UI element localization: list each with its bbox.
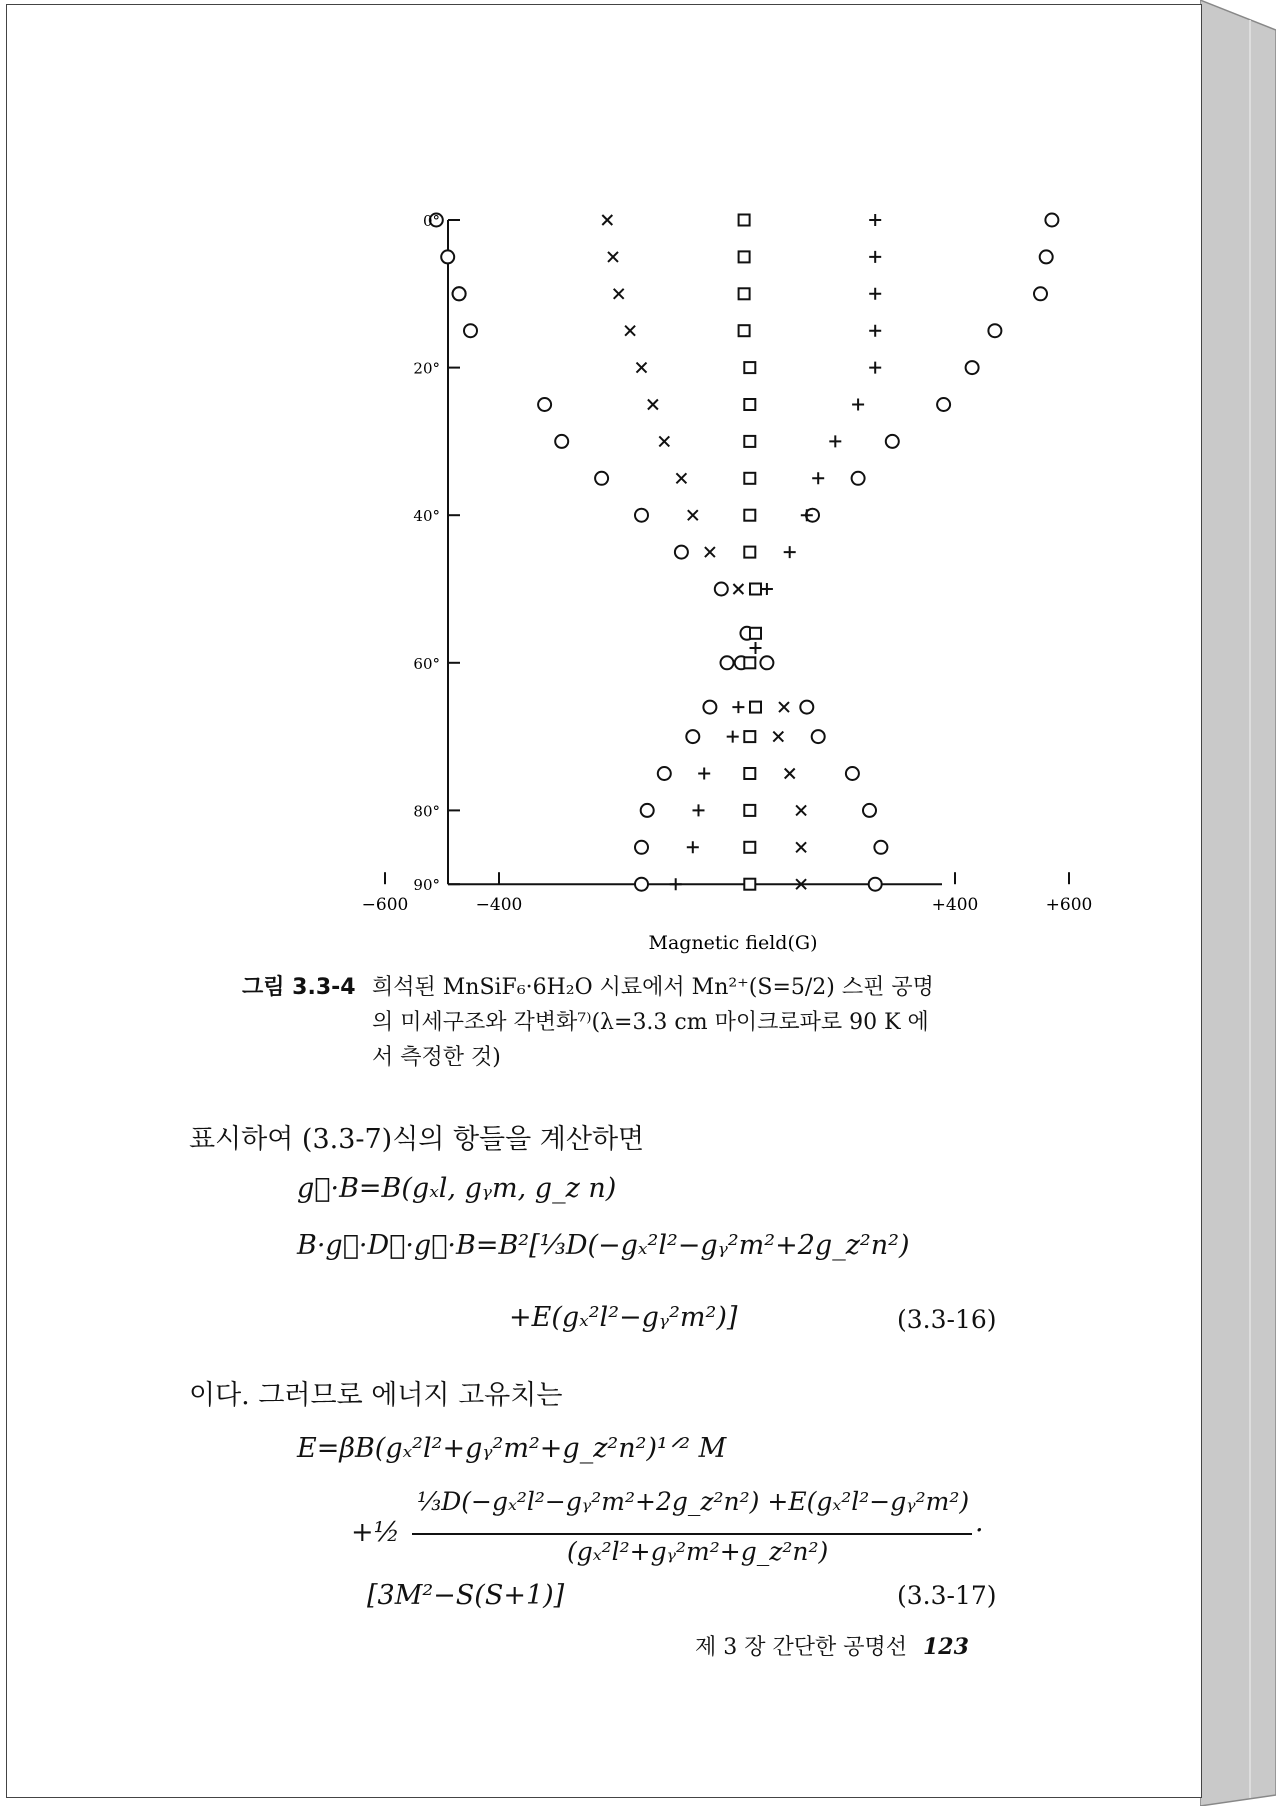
- data-point-plus: [812, 472, 824, 484]
- data-point-square: [750, 628, 761, 639]
- data-point-plus: [693, 804, 705, 816]
- data-point-square: [744, 879, 755, 890]
- data-point-circle: [595, 472, 608, 485]
- chart-axes: [385, 220, 1069, 884]
- data-point-plus: [869, 325, 881, 337]
- data-point-square: [744, 473, 755, 484]
- data-point-square: [744, 510, 755, 521]
- page-number: 123: [923, 1634, 969, 1660]
- data-point-cross: [637, 363, 647, 373]
- data-point-square: [744, 547, 755, 558]
- x-axis-label: Magnetic field(G): [648, 932, 818, 954]
- body-paragraph-2: 이다. 그러므로 에너지 고유치는: [189, 1380, 563, 1411]
- data-point-cross: [676, 473, 686, 483]
- data-point-cross: [733, 584, 743, 594]
- data-point-cross: [608, 252, 618, 262]
- y-tick-label: 40°: [413, 507, 440, 526]
- caption-line-2: 의 미세구조와 각변화⁷⁾(λ=3.3 cm 마이크로파로 90 K 에: [372, 1010, 929, 1035]
- chart-marks: [430, 214, 1059, 891]
- data-point-circle: [715, 583, 728, 596]
- footer-chapter: 제 3 장 간단한 공명선: [695, 1635, 907, 1660]
- x-tick-label: +600: [1045, 895, 1093, 916]
- data-point-plus: [869, 251, 881, 263]
- x-tick-label: −400: [475, 895, 523, 916]
- data-point-square: [744, 362, 755, 373]
- data-point-circle: [852, 472, 865, 485]
- equation-bgdgb: B·g⃡·D⃡·g⃡·B=B²[⅓D(−gₓ²l²−gᵧ²m²+2g_z²n²): [297, 1230, 910, 1261]
- data-point-circle: [863, 804, 876, 817]
- data-point-cross: [648, 400, 658, 410]
- chart-tick-labels: [362, 212, 1093, 915]
- data-point-cross: [614, 289, 624, 299]
- y-tick-label: 60°: [413, 654, 440, 673]
- data-point-square: [744, 768, 755, 779]
- data-point-circle: [538, 398, 551, 411]
- equation-energy-denominator: (gₓ²l²+gᵧ²m²+g_z²n²): [567, 1537, 829, 1566]
- data-point-plus: [687, 841, 699, 853]
- data-point-plus: [698, 768, 710, 780]
- data-point-circle: [658, 767, 671, 780]
- book-page: [6, 4, 1202, 1798]
- data-point-circle: [635, 509, 648, 522]
- data-point-square: [739, 251, 750, 262]
- data-point-cross: [705, 547, 715, 557]
- data-point-plus: [852, 399, 864, 411]
- data-point-square: [750, 702, 761, 713]
- data-point-cross: [779, 702, 789, 712]
- data-point-circle: [988, 324, 1001, 337]
- data-point-cross: [785, 769, 795, 779]
- data-point-circle: [686, 730, 699, 743]
- data-point-plus: [761, 583, 773, 595]
- data-point-cross: [659, 436, 669, 446]
- data-point-circle: [641, 804, 654, 817]
- equation-g-dot-b: g⃡·B=B(gₓl, gᵧm, g_z n): [297, 1173, 617, 1204]
- caption-label: 그림 3.3-4: [242, 975, 356, 1000]
- data-point-circle: [675, 546, 688, 559]
- data-point-circle: [812, 730, 825, 743]
- x-tick-label: −600: [361, 895, 409, 916]
- data-point-circle: [453, 287, 466, 300]
- data-point-plus: [869, 288, 881, 300]
- running-footer: [695, 1630, 969, 1661]
- data-point-plus: [784, 546, 796, 558]
- data-point-plus: [829, 435, 841, 447]
- data-point-circle: [874, 841, 887, 854]
- data-point-circle: [464, 324, 477, 337]
- equation-energy-numerator: ⅓D(−gₓ²l²−gᵧ²m²+2g_z²n²) +E(gₓ²l²−gᵧ²m²): [417, 1487, 970, 1516]
- x-tick-label: +400: [931, 895, 979, 916]
- book-edge: [1200, 0, 1276, 1806]
- data-point-circle: [886, 435, 899, 448]
- data-point-square: [744, 399, 755, 410]
- y-tick-label: 20°: [413, 359, 440, 378]
- data-point-plus: [727, 731, 739, 743]
- data-point-circle: [703, 701, 716, 714]
- data-point-cross: [625, 326, 635, 336]
- data-point-circle: [635, 841, 648, 854]
- data-point-cross: [602, 215, 612, 225]
- data-point-circle: [635, 878, 648, 891]
- equation-energy-end-dot: ·: [975, 1515, 984, 1546]
- y-tick-label: 0°: [422, 212, 440, 230]
- caption-line-3: 서 측정한 것): [372, 1045, 501, 1070]
- data-point-circle: [441, 250, 454, 263]
- data-point-plus: [732, 701, 744, 713]
- data-point-circle: [846, 767, 859, 780]
- equation-number-3-3-17: (3.3-17): [897, 1581, 997, 1610]
- data-point-circle: [966, 361, 979, 374]
- data-point-circle: [760, 656, 773, 669]
- data-point-square: [744, 842, 755, 853]
- y-tick-label: 80°: [413, 802, 440, 821]
- data-point-plus: [670, 878, 682, 890]
- body-paragraph-1: 표시하여 (3.3-7)식의 항들을 계산하면: [189, 1124, 645, 1155]
- data-point-plus: [869, 362, 881, 374]
- data-point-cross: [796, 842, 806, 852]
- data-point-circle: [721, 656, 734, 669]
- data-point-circle: [869, 878, 882, 891]
- data-point-circle: [1040, 250, 1053, 263]
- equation-bgdgb-cont: +E(gₓ²l²−gᵧ²m²)]: [509, 1302, 738, 1333]
- fraction-bar: [412, 1533, 972, 1535]
- equation-energy-first-term: E=βB(gₓ²l²+gᵧ²m²+g_z²n²)¹ᐟ² M: [297, 1433, 727, 1464]
- equation-number-3-3-16: (3.3-16): [897, 1305, 997, 1334]
- data-point-cross: [688, 510, 698, 520]
- figure-caption: [242, 970, 1002, 1075]
- y-tick-label: 90°: [413, 876, 440, 895]
- equation-energy-prefix: +½: [351, 1517, 400, 1548]
- equation-energy-last-factor: [3M²−S(S+1)]: [367, 1580, 565, 1611]
- esr-angular-scatter-chart: [7, 5, 1203, 965]
- data-point-circle: [800, 701, 813, 714]
- data-point-circle: [1034, 287, 1047, 300]
- data-point-square: [744, 436, 755, 447]
- data-point-square: [744, 731, 755, 742]
- data-point-square: [739, 215, 750, 226]
- data-point-circle: [937, 398, 950, 411]
- data-point-square: [744, 657, 755, 668]
- data-point-square: [739, 288, 750, 299]
- data-point-cross: [796, 805, 806, 815]
- caption-line-1: 희석된 MnSiF₆·6H₂O 시료에서 Mn²⁺(S=5/2) 스핀 공명: [372, 975, 934, 1000]
- data-point-circle: [555, 435, 568, 448]
- data-point-square: [744, 805, 755, 816]
- data-point-square: [739, 325, 750, 336]
- data-point-square: [750, 584, 761, 595]
- data-point-cross: [773, 732, 783, 742]
- data-point-plus: [750, 642, 762, 654]
- data-point-plus: [869, 214, 881, 226]
- data-point-circle: [1045, 214, 1058, 227]
